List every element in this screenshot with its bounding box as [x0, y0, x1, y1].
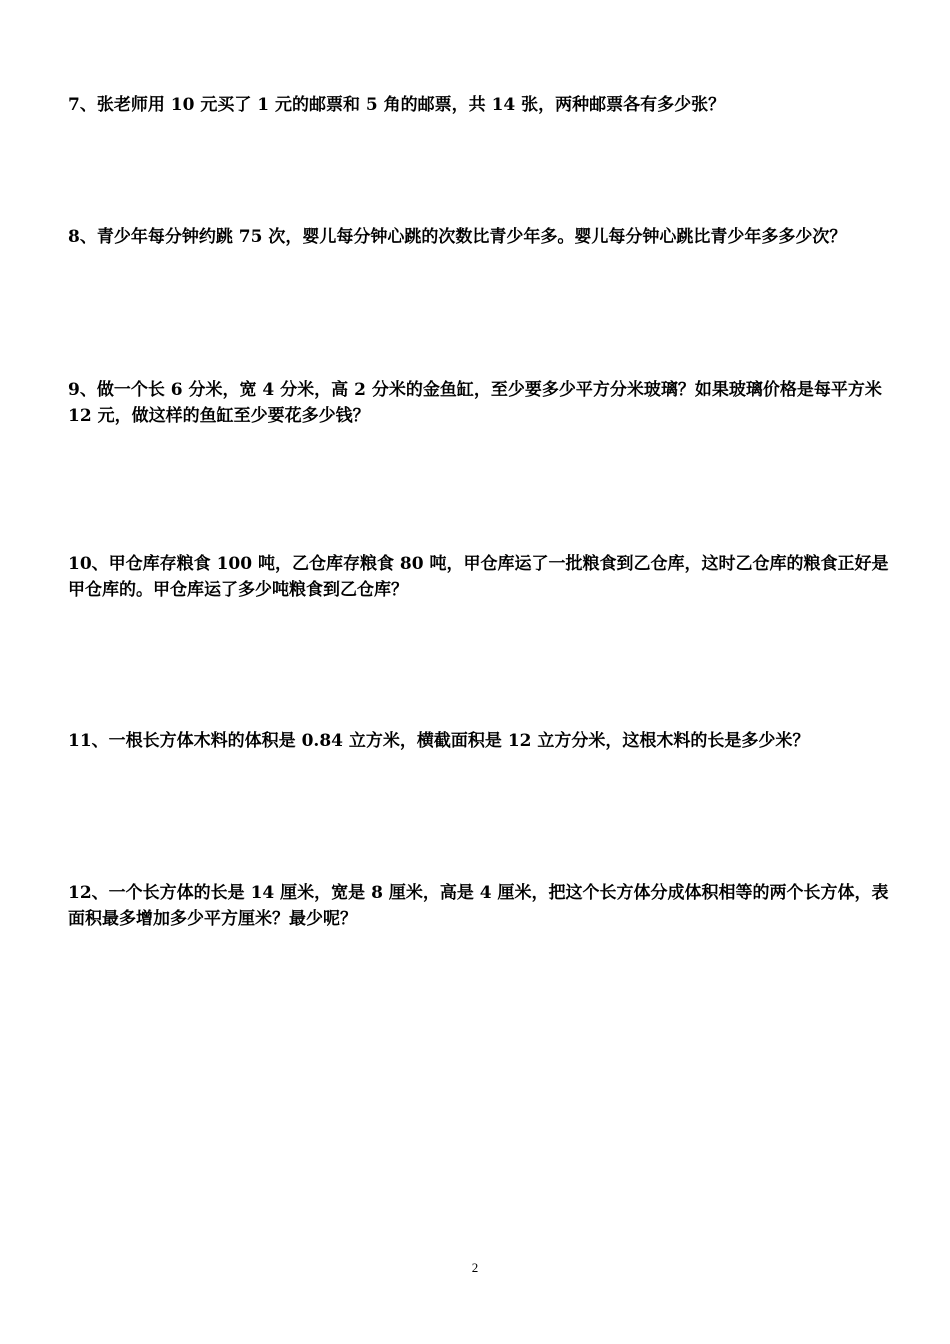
problem-12: 12、一个长方体的长是 14 厘米，宽是 8 厘米，高是 4 厘米，把这个长方体分成体积相等的两个长方体，表面积最多增加多少平方厘米？最少呢？ [68, 883, 889, 929]
problem-10: 10、甲仓库存粮食 100 吨，乙仓库存粮食 80 吨，甲仓库运了一批粮食到乙仓库，这时乙仓库的粮食正好是甲仓库的。甲仓库运了多少吨粮食到乙仓库？ [68, 554, 889, 600]
problem-11: 11、一根长方体木料的体积是 0.84 立方米，横截面积是 12 立方分米，这根木料的长是多少米？ [68, 731, 810, 751]
problem-7: 7、张老师用 10 元买了 1 元的邮票和 5 角的邮票，共 14 张，两种邮票各有多少张？ [68, 95, 726, 115]
page-number: 2 [471, 1260, 479, 1275]
problem-8: 8、青少年每分钟约跳 75 次，婴儿每分钟心跳的次数比青少年多。婴儿每分钟心跳比青少年多多少次？ [68, 227, 847, 247]
problem-9: 9、做一个长 6 分米，宽 4 分米，高 2 分米的金鱼缸，至少要多少平方分米玻璃？如果玻璃价格是每平方米 12 元，做这样的鱼缸至少要花多少钱？ [68, 380, 882, 426]
